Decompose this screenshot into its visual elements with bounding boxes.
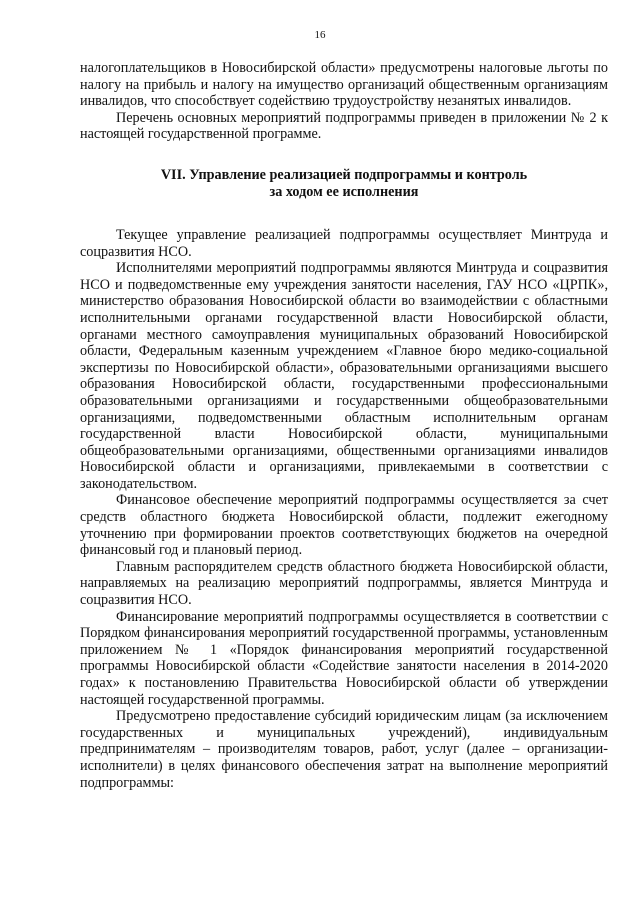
section-heading (80, 167, 608, 201)
paragraph-main-manager: Главным распорядителем средств областного бюджета Новосибирской области, направляемых на реализацию мероприятий подпрограммы, является Минтруда и соцразвития НСО. (80, 558, 608, 609)
paragraph-financing-source: Финансовое обеспечение мероприятий подпрограммы осуществляется за счет средств областного бюджета Новосибирской области, подлежит ежегодному уточнению при формировании проектов соответствующих бюджетов на очередной финансовый год и плановый период. (80, 492, 608, 559)
paragraph-subsidies: Предусмотрено предоставление субсидий юридическим лицам (за исключением государственных и муниципальных учреждений), индивидуальным предпринимателям – производителям товаров, работ, услуг (далее – организации-исполнители) в целях финансового обеспечения затрат на выполнение мероприятий подпрограммы: (80, 708, 608, 791)
paragraph-executors: Исполнителями мероприятий подпрограммы являются Минтруда и соцразвития НСО и подведомственные ему учреждения занятости населения, ГАУ НСО «ЦРПК», министерство образования Новосибирской области во взаимодействии с областными исполнительными органами государственной власти Новосибирской области, органами местного самоуправления муниципальных образований Новосибирской области, Федеральным казенным учреждением «Главное бюро медико-социальной экспертизы по Новосибирской области», образовательными организациями высшего образования Новосибирской области, государственными профессиональными образовательными организациями и государственными общеобразовательными организациями, подведомственными областным исполнительным органам государственной власти Новосибирской области, муниципальными общеобразовательными организациями, общественными организациями инвалидов Новосибирской области и организациями, привлекаемыми в соответствии с законодательством. (80, 260, 608, 492)
paragraph-financing-order: Финансирование мероприятий подпрограммы осуществляется в соответствии с Порядком финансирования мероприятий государственной программы, установленным приложением № 1 «Порядок финансирования мероприятий государственной программы Новосибирской области «Содействие занятости населения в 2014-2020 годах» к постановлению Правительства Новосибирской области об утверждении настоящей государственной программы. (80, 608, 608, 708)
section-title-line-2: за ходом ее исполнения (269, 183, 419, 200)
paragraph-current-management: Текущее управление реализацией подпрограммы осуществляет Минтруда и соцразвития НСО. (80, 226, 608, 260)
document-body (80, 60, 608, 791)
page-number: 16 (314, 29, 326, 41)
paragraph-continuation: налогоплательщиков в Новосибирской области» предусмотрены налоговые льготы по налогу на прибыль и налогу на имущество организаций общественным организациям инвалидов, что способствует содействию трудоустройству незанятых инвалидов. (80, 60, 608, 110)
section-title-line-1: VII. Управление реализацией подпрограммы и контроль (160, 166, 528, 183)
paragraph-activities-list: Перечень основных мероприятий подпрограммы приведен в приложении № 2 к настоящей государственной программе. (80, 109, 608, 143)
